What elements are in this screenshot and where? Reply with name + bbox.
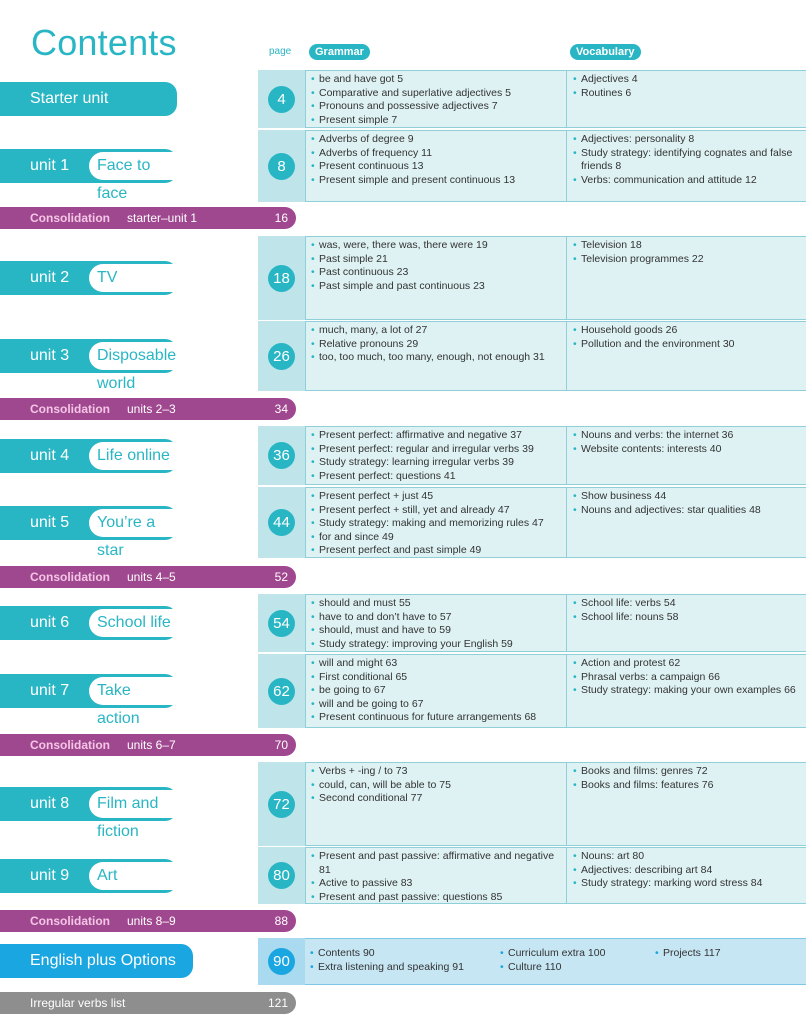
options-list-2	[500, 947, 650, 974]
list-item: • School life: nouns 58	[573, 611, 801, 625]
list-item: • Present continuous 13	[311, 160, 561, 174]
list-item: • Present and past passive: affirmative and negative 81	[311, 850, 561, 877]
unit-row	[0, 130, 806, 202]
page-number[interactable]: 4	[268, 86, 295, 113]
unit-label: unit 9	[30, 867, 70, 884]
consolidation-label: Consolidation	[30, 402, 110, 416]
grammar-list	[311, 133, 561, 187]
page-title: Contents	[31, 22, 177, 63]
vocabulary-cell	[566, 321, 806, 391]
unit-row	[0, 594, 806, 652]
grammar-list	[311, 597, 561, 651]
list-item: • Present perfect + still, yet and already 47	[311, 504, 561, 518]
grammar-cell	[305, 847, 566, 904]
list-item: • Study strategy: improving your English 59	[311, 638, 561, 652]
consolidation-page: 16	[274, 211, 288, 225]
list-item: • Present perfect and past simple 49	[311, 544, 561, 558]
list-item: • Adverbs of frequency 11	[311, 147, 561, 161]
unit-tab[interactable]	[0, 787, 177, 840]
vocabulary-list	[573, 429, 801, 456]
vocabulary-cell	[566, 130, 806, 202]
vocabulary-cell	[566, 487, 806, 558]
consolidation-range: units 2–3	[127, 402, 176, 416]
list-item: • School life: verbs 54	[573, 597, 801, 611]
unit-row	[0, 847, 806, 904]
grammar-list	[311, 850, 561, 904]
list-item: • Past simple and past continuous 23	[311, 280, 561, 294]
grammar-cell	[305, 236, 566, 320]
grammar-cell	[305, 487, 566, 558]
list-item: • Routines 6	[573, 87, 801, 101]
vocabulary-cell	[566, 594, 806, 652]
unit-name: Disposable world	[89, 342, 186, 370]
list-item: • Present perfect: questions 41	[311, 470, 561, 484]
page-number[interactable]: 44	[268, 509, 295, 536]
vocabulary-cell	[566, 426, 806, 485]
consolidation-range: units 6–7	[127, 738, 176, 752]
vocabulary-list	[573, 324, 801, 351]
list-item: • Present perfect: regular and irregular verbs 39	[311, 443, 561, 457]
unit-label: unit 5	[30, 514, 70, 531]
vocabulary-list	[573, 239, 801, 266]
consolidation-bar[interactable]	[0, 910, 296, 932]
list-item: • First conditional 65	[311, 671, 561, 685]
list-item[interactable]: • Culture 110	[500, 961, 650, 975]
consolidation-page: 34	[274, 402, 288, 416]
list-item: • Adjectives: personality 8	[573, 133, 801, 147]
list-item: • Website contents: interests 40	[573, 443, 801, 457]
vocabulary-cell	[566, 236, 806, 320]
unit-tab[interactable]	[0, 261, 177, 295]
irregular-verbs-label: Irregular verbs list	[30, 996, 126, 1010]
unit-row	[0, 236, 806, 320]
grammar-cell	[305, 130, 566, 202]
vocabulary-list	[573, 657, 801, 698]
vocabulary-list	[573, 850, 801, 891]
consolidation-page: 52	[274, 570, 288, 584]
vocabulary-header: Vocabulary	[570, 44, 641, 60]
list-item: • Past simple 21	[311, 253, 561, 267]
list-item: • Relative pronouns 29	[311, 338, 561, 352]
list-item: • be going to 67	[311, 684, 561, 698]
list-item: • Pollution and the environment 30	[573, 338, 801, 352]
unit-row	[0, 426, 806, 485]
vocabulary-list	[573, 765, 801, 792]
list-item: • Past continuous 23	[311, 266, 561, 280]
page-number[interactable]: 80	[268, 862, 295, 889]
unit-row	[0, 70, 806, 128]
unit-row	[0, 762, 806, 846]
page-number[interactable]: 62	[268, 678, 295, 705]
list-item: • Household goods 26	[573, 324, 801, 338]
list-item[interactable]: • Extra listening and speaking 91	[310, 961, 500, 975]
unit-name: Face to face	[89, 152, 183, 180]
vocabulary-list	[573, 133, 801, 187]
list-item: • Present continuous for future arrangements 68	[311, 711, 561, 725]
irregular-verbs-bar[interactable]	[0, 992, 296, 1014]
list-item: • Present perfect: affirmative and negative 37	[311, 429, 561, 443]
unit-name: TV	[89, 264, 183, 292]
list-item: • should and must 55	[311, 597, 561, 611]
unit-tab[interactable]	[0, 82, 177, 116]
page-number[interactable]: 36	[268, 442, 295, 469]
unit-row	[0, 321, 806, 391]
unit-label: unit 2	[30, 269, 70, 286]
list-item: • too, too much, too many, enough, not enough 31	[311, 351, 561, 365]
list-item: • Study strategy: making your own examples 66	[573, 684, 801, 698]
options-list-3	[655, 947, 795, 961]
list-item: • Second conditional 77	[311, 792, 561, 806]
list-item: • Pronouns and possessive adjectives 7	[311, 100, 561, 114]
list-item: • was, were, there was, there were 19	[311, 239, 561, 253]
vocabulary-list	[573, 490, 801, 517]
list-item: • Adjectives: describing art 84	[573, 864, 801, 878]
options-page-number[interactable]: 90	[268, 948, 295, 975]
list-item: • Adverbs of degree 9	[311, 133, 561, 147]
unit-row	[0, 487, 806, 558]
consolidation-range: units 4–5	[127, 570, 176, 584]
list-item: • Active to passive 83	[311, 877, 561, 891]
list-item: • will and might 63	[311, 657, 561, 671]
grammar-cell	[305, 321, 566, 391]
grammar-list	[311, 765, 561, 806]
page-number[interactable]: 8	[268, 153, 295, 180]
consolidation-range: starter–unit 1	[127, 211, 198, 225]
list-item: • Books and films: genres 72	[573, 765, 801, 779]
list-item: • Adjectives 4	[573, 73, 801, 87]
list-item: • Present perfect + just 45	[311, 490, 561, 504]
grammar-cell	[305, 654, 566, 728]
unit-label: unit 4	[30, 447, 70, 464]
list-item: • have to and don’t have to 57	[311, 611, 561, 625]
grammar-list	[311, 490, 561, 558]
unit-tab[interactable]	[0, 859, 177, 893]
consolidation-label: Consolidation	[30, 211, 110, 225]
list-item[interactable]: • Projects 117	[655, 947, 795, 961]
options-row	[0, 938, 806, 985]
unit-name: Take action	[89, 677, 183, 705]
grammar-list	[311, 657, 561, 725]
unit-label: unit 8	[30, 795, 70, 812]
list-item: • Verbs + -ing / to 73	[311, 765, 561, 779]
options-list-1	[310, 947, 500, 974]
list-item[interactable]: • Curriculum extra 100	[500, 947, 650, 961]
vocabulary-list	[573, 73, 801, 100]
vocabulary-cell	[566, 654, 806, 728]
page-number[interactable]: 26	[268, 343, 295, 370]
list-item: • be and have got 5	[311, 73, 561, 87]
consolidation-range: units 8–9	[127, 914, 176, 928]
consolidation-bar[interactable]	[0, 734, 296, 756]
options-tab[interactable]: English plus Options	[0, 944, 193, 978]
page-number[interactable]: 54	[268, 610, 295, 637]
unit-name: Film and fiction	[89, 790, 183, 818]
grammar-header: Grammar	[309, 44, 370, 60]
list-item: • Present simple 7	[311, 114, 561, 128]
list-item: • Books and films: features 76	[573, 779, 801, 793]
list-item: • much, many, a lot of 27	[311, 324, 561, 338]
grammar-list	[311, 73, 561, 127]
list-item: • Action and protest 62	[573, 657, 801, 671]
grammar-cell	[305, 70, 566, 128]
unit-label: unit 3	[30, 347, 70, 364]
page-number[interactable]: 72	[268, 791, 295, 818]
list-item: • Television programmes 22	[573, 253, 801, 267]
list-item: • Study strategy: identifying cognates and false friends 8	[573, 147, 801, 174]
grammar-cell	[305, 762, 566, 846]
list-item: • Nouns and verbs: the internet 36	[573, 429, 801, 443]
page-number[interactable]: 18	[268, 265, 295, 292]
list-item: • Television 18	[573, 239, 801, 253]
unit-tab[interactable]	[0, 339, 177, 392]
unit-name: School life	[89, 609, 183, 637]
unit-tab[interactable]	[0, 674, 177, 727]
list-item: • Show business 44	[573, 490, 801, 504]
grammar-list	[311, 239, 561, 293]
vocabulary-cell	[566, 762, 806, 846]
list-item: • will and be going to 67	[311, 698, 561, 712]
list-item: • Nouns: art 80	[573, 850, 801, 864]
unit-label: unit 1	[30, 157, 70, 174]
list-item: • should, must and have to 59	[311, 624, 561, 638]
list-item: • for and since 49	[311, 531, 561, 545]
vocabulary-list	[573, 597, 801, 624]
list-item: • Study strategy: learning irregular verbs 39	[311, 456, 561, 470]
irregular-verbs-page: 121	[267, 996, 288, 1010]
unit-tab[interactable]	[0, 149, 177, 202]
grammar-list	[311, 429, 561, 483]
page-column-header: page	[269, 46, 292, 57]
list-item: • Present simple and present continuous 13	[311, 174, 561, 188]
list-item: • Phrasal verbs: a campaign 66	[573, 671, 801, 685]
list-item: • Comparative and superlative adjectives 5	[311, 87, 561, 101]
consolidation-bar[interactable]	[0, 207, 296, 229]
list-item[interactable]: • Contents 90	[310, 947, 500, 961]
vocabulary-cell	[566, 70, 806, 128]
unit-row	[0, 654, 806, 728]
unit-name: You’re a star	[89, 509, 183, 537]
unit-tab[interactable]	[0, 506, 177, 559]
consolidation-label: Consolidation	[30, 914, 110, 928]
list-item: • Study strategy: marking word stress 84	[573, 877, 801, 891]
consolidation-page: 88	[274, 914, 288, 928]
unit-label: unit 6	[30, 614, 70, 631]
unit-tab[interactable]	[0, 439, 177, 473]
consolidation-page: 70	[274, 738, 288, 752]
consolidation-label: Consolidation	[30, 570, 110, 584]
grammar-cell	[305, 594, 566, 652]
unit-name: Art	[89, 862, 183, 890]
unit-name: Life online	[89, 442, 183, 470]
list-item: • could, can, will be able to 75	[311, 779, 561, 793]
grammar-cell	[305, 426, 566, 485]
unit-label: Starter unit	[30, 90, 109, 107]
unit-tab[interactable]	[0, 606, 177, 640]
vocabulary-cell	[566, 847, 806, 904]
list-item: • Verbs: communication and attitude 12	[573, 174, 801, 188]
list-item: • Study strategy: making and memorizing rules 47	[311, 517, 561, 531]
unit-label: unit 7	[30, 682, 70, 699]
list-item: • Present and past passive: questions 85	[311, 891, 561, 905]
consolidation-bar[interactable]	[0, 566, 296, 588]
grammar-list	[311, 324, 561, 365]
consolidation-bar[interactable]	[0, 398, 296, 420]
consolidation-label: Consolidation	[30, 738, 110, 752]
list-item: • Nouns and adjectives: star qualities 48	[573, 504, 801, 518]
